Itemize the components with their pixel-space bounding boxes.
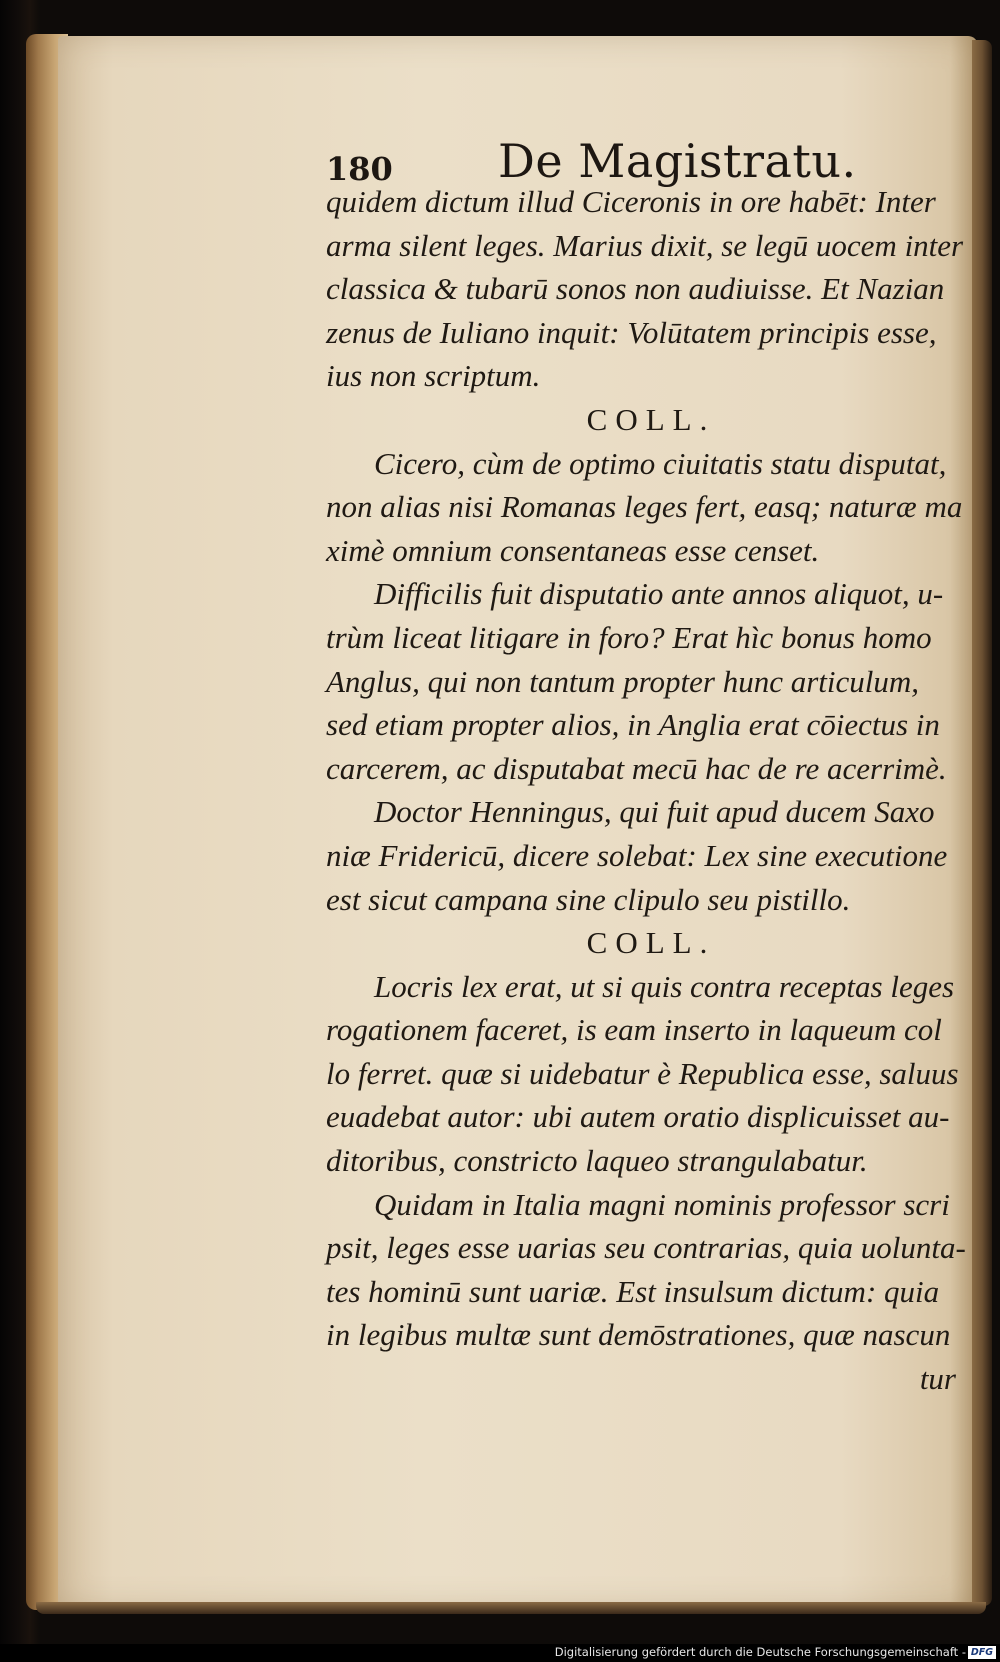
text-line: Cicero, cùm de optimo ciuitatis statu disputat,	[374, 445, 947, 481]
text-line: sed etiam propter alios, in Anglia erat cōiectus in	[326, 707, 940, 743]
text-line: classica & tubarū sonos non audiuisse. Et Nazian	[326, 271, 945, 307]
text-line: Anglus, qui non tantum propter hunc articulum,	[326, 663, 919, 699]
text-line: psit, leges esse uarias seu contrarias, quia uolunta-	[326, 1230, 966, 1266]
text-line: arma silent leges. Marius dixit, se legū uocem inter	[326, 227, 964, 263]
section-heading: COLL.	[586, 401, 716, 437]
text-line: non alias nisi Romanas leges fert, easq; naturæ ma	[326, 489, 963, 525]
text-line: ditoribus, constricto laqueo strangulabatur.	[326, 1143, 868, 1179]
text-line: rogationem faceret, is eam inserto in laqueum col	[326, 1012, 942, 1048]
text-line: Locris lex erat, ut si quis contra receptas leges	[374, 968, 955, 1004]
text-line: lo ferret. quæ si uidebatur è Republica esse, saluus	[326, 1055, 959, 1091]
page-number: 180	[326, 150, 393, 188]
catchword: tur	[919, 1361, 956, 1397]
text-line: niæ Fridericū, dicere solebat: Lex sine executione	[326, 837, 948, 873]
text-line: Doctor Henningus, qui fuit apud ducem Saxo	[374, 794, 935, 830]
text-line: ius non scriptum.	[326, 358, 541, 394]
body-text	[326, 180, 966, 1401]
text-line: trùm liceat litigare in foro? Erat hìc bonus homo	[326, 619, 932, 655]
text-line: euadebat autor: ubi autem oratio displicuisset au-	[326, 1099, 950, 1135]
text-line: zenus de Iuliano inquit: Volūtatem principis esse,	[326, 314, 937, 350]
digitization-credit: Digitalisierung gefördert durch die Deutsche Forschungsgemeinschaft -	[554, 1645, 966, 1659]
text-line: Quidam in Italia magni nominis professor scri	[374, 1186, 950, 1222]
text-line: ximè omnium consentaneas esse censet.	[326, 532, 820, 568]
text-line: carcerem, ac disputabat mecū hac de re acerrimè.	[326, 750, 947, 786]
text-line: Difficilis fuit disputatio ante annos aliquot, u-	[374, 576, 944, 612]
text-line: quidem dictum illud Ciceronis in ore habēt: Inter	[326, 184, 936, 219]
dfg-logo: DFG	[968, 1646, 996, 1659]
text-line: in legibus multæ sunt demōstrationes, quæ nascun	[326, 1317, 951, 1353]
text-line: est sicut campana sine clipulo seu pistillo.	[326, 881, 851, 917]
book-bottom-edge	[36, 1602, 986, 1614]
text-line: tes hominū sunt uariæ. Est insulsum dictum: quia	[326, 1273, 940, 1309]
book-right-edge	[972, 40, 992, 1606]
running-title: De Magistratu.	[498, 134, 857, 188]
section-heading: COLL.	[586, 925, 716, 961]
